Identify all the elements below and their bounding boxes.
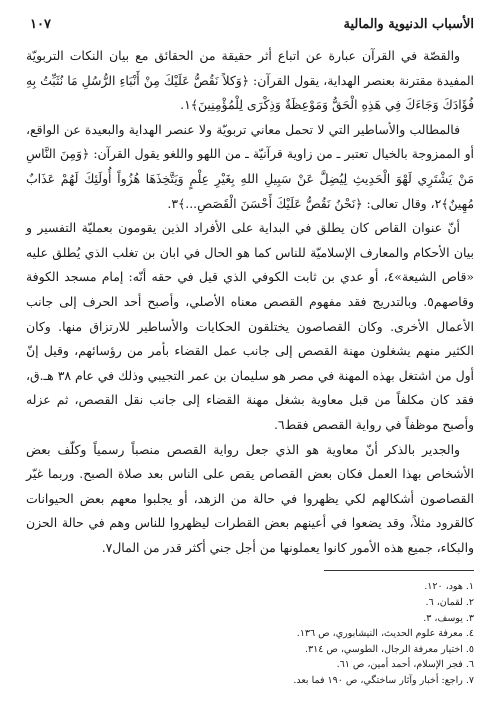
footnote: ١. هود، ١٢٠. [424, 581, 474, 593]
footnote: ٢. لقمان، ٦. [425, 597, 474, 609]
paragraph: والجدير بالذكر أنّ معاوية هو الذي جعل رواية القصص منصباً رسمياً وكلّف بعض الأشخاص بهذا العمل فكان بعض القصاص يقص على الناس بعد صلاة الصبح. وربما غيّر القصاصون أشكالهم لكي يظهروا في حالة من الزهد، أو يجلبوا معهم بعض الحيوانات كالقرود مثلاً، وقد يضعوا في أعينهم بعض القطرات ليظهروا للناس وهم في حالة الحزن والبكاء، جميع هذه الأمور كانوا يعملونها من أجل جني أكثر قدر من المال٧. [26, 441, 474, 555]
paragraph: أنّ عنوان القاص كان يطلق في البداية على الأفراد الذين يقومون بعمليّة التفسير و بيان الأحكام والمعارف الإسلاميّة للناس كما هو الحال في ابان بن تغلب الذي يُطلق عليه «قاص الشيعة»٤، أو عدي بن ثابت الكوفي الذي قيل في حقه أنّه: إمام مسجد الكوفة وقاصهم٥. وبالتدريج فقد مفهوم القصص معناه الأصلي، وأصبح أحد الحرف إلى جانب الأعمال الأخرى. وكان القصاصون يختلقون الحكايات والأساطير للارتزاق منها. وكان الكثير منهم يشغلون مهنة القصص إلى جانب عمل القضاء بأمر من رؤسائهم، وقيل إنّ أول من اشتغل بهذه المهنة في مصر هو سليمان بن عمر التجيبي وذلك في عام ٣٨ هـ.ق، فقد كان مكلفاً من قبل معاوية بشغل مهنة القضاء إلى جانب نقل القصص، ثم عزله وأصبح موظفاً في رواية القصص فقط٦. [26, 220, 474, 432]
footnote: ٧. راجع: أخبار وآثار ساختگي، ص ١٩٠ فما بعد. [293, 675, 474, 687]
footnote: ٦. فجر الإسلام، أحمد أمين، ص ٦١. [336, 659, 474, 671]
footnote: ٥. اختيار معرفة الرجال، الطوسي، ص ٣١٤. [304, 643, 474, 655]
body-text [26, 44, 474, 560]
footnote-separator [324, 570, 474, 571]
footnote: ٤. معرفة علوم الحديث، النيشابوري، ص ١٣٦. [296, 628, 474, 640]
paragraph: والقصّة في القرآن عبارة عن اتباع أثر حقيقة من الحقائق مع بيان النكات التربويّة المفيدة مقترنة بعنصر الهداية، يقول القرآن: ﴿وَكلاً نَقُصُّ عَلَيْكَ مِنْ أَنْبَاءِ الرُّسُلِ مَا نُثَبِّتُ بِهِ فُؤَادَكَ وَجَاءَكَ فِي هَذِهِ الْحَقُّ وَمَوْعِظَةٌ وَذِكْرَى لِلْمُؤْمِنِينَ﴾١. [26, 48, 474, 113]
running-title: الأسباب الدنيوية والمالية [343, 17, 474, 32]
page-header [26, 14, 474, 36]
paragraph: فالمطالب والأساطير التي لا تحمل معاني تربويّة ولا عنصر الهداية والبعيدة عن الواقع، أو الممزوجة بالخيال تعتبر ـ من زاوية قرآنيّة ـ من اللهو واللغو يقول القرآن: ﴿وَمِنَ النَّاسِ مَنْ يَشْتَرِي لَهْوَ الْحَدِيثِ لِيُضِلَّ عَنْ سَبِيلِ اللهِ بِغَيْرِ عِلْمٍ وَيَتَّخِذَهَا هُزُواً أُولَئِكَ لَهُمْ عَذَابٌ مُهِينٌ﴾٢، وقال تعالى: ﴿نَحْنُ نَقُصُّ عَلَيْكَ أَحْسَنَ الْقَصَصِ...﴾٣. [26, 121, 474, 211]
footnotes [26, 579, 474, 688]
footnote: ٣. يوسف، ٣. [423, 612, 474, 624]
book-page [26, 14, 474, 689]
page-number: ١٠٧ [30, 17, 51, 32]
